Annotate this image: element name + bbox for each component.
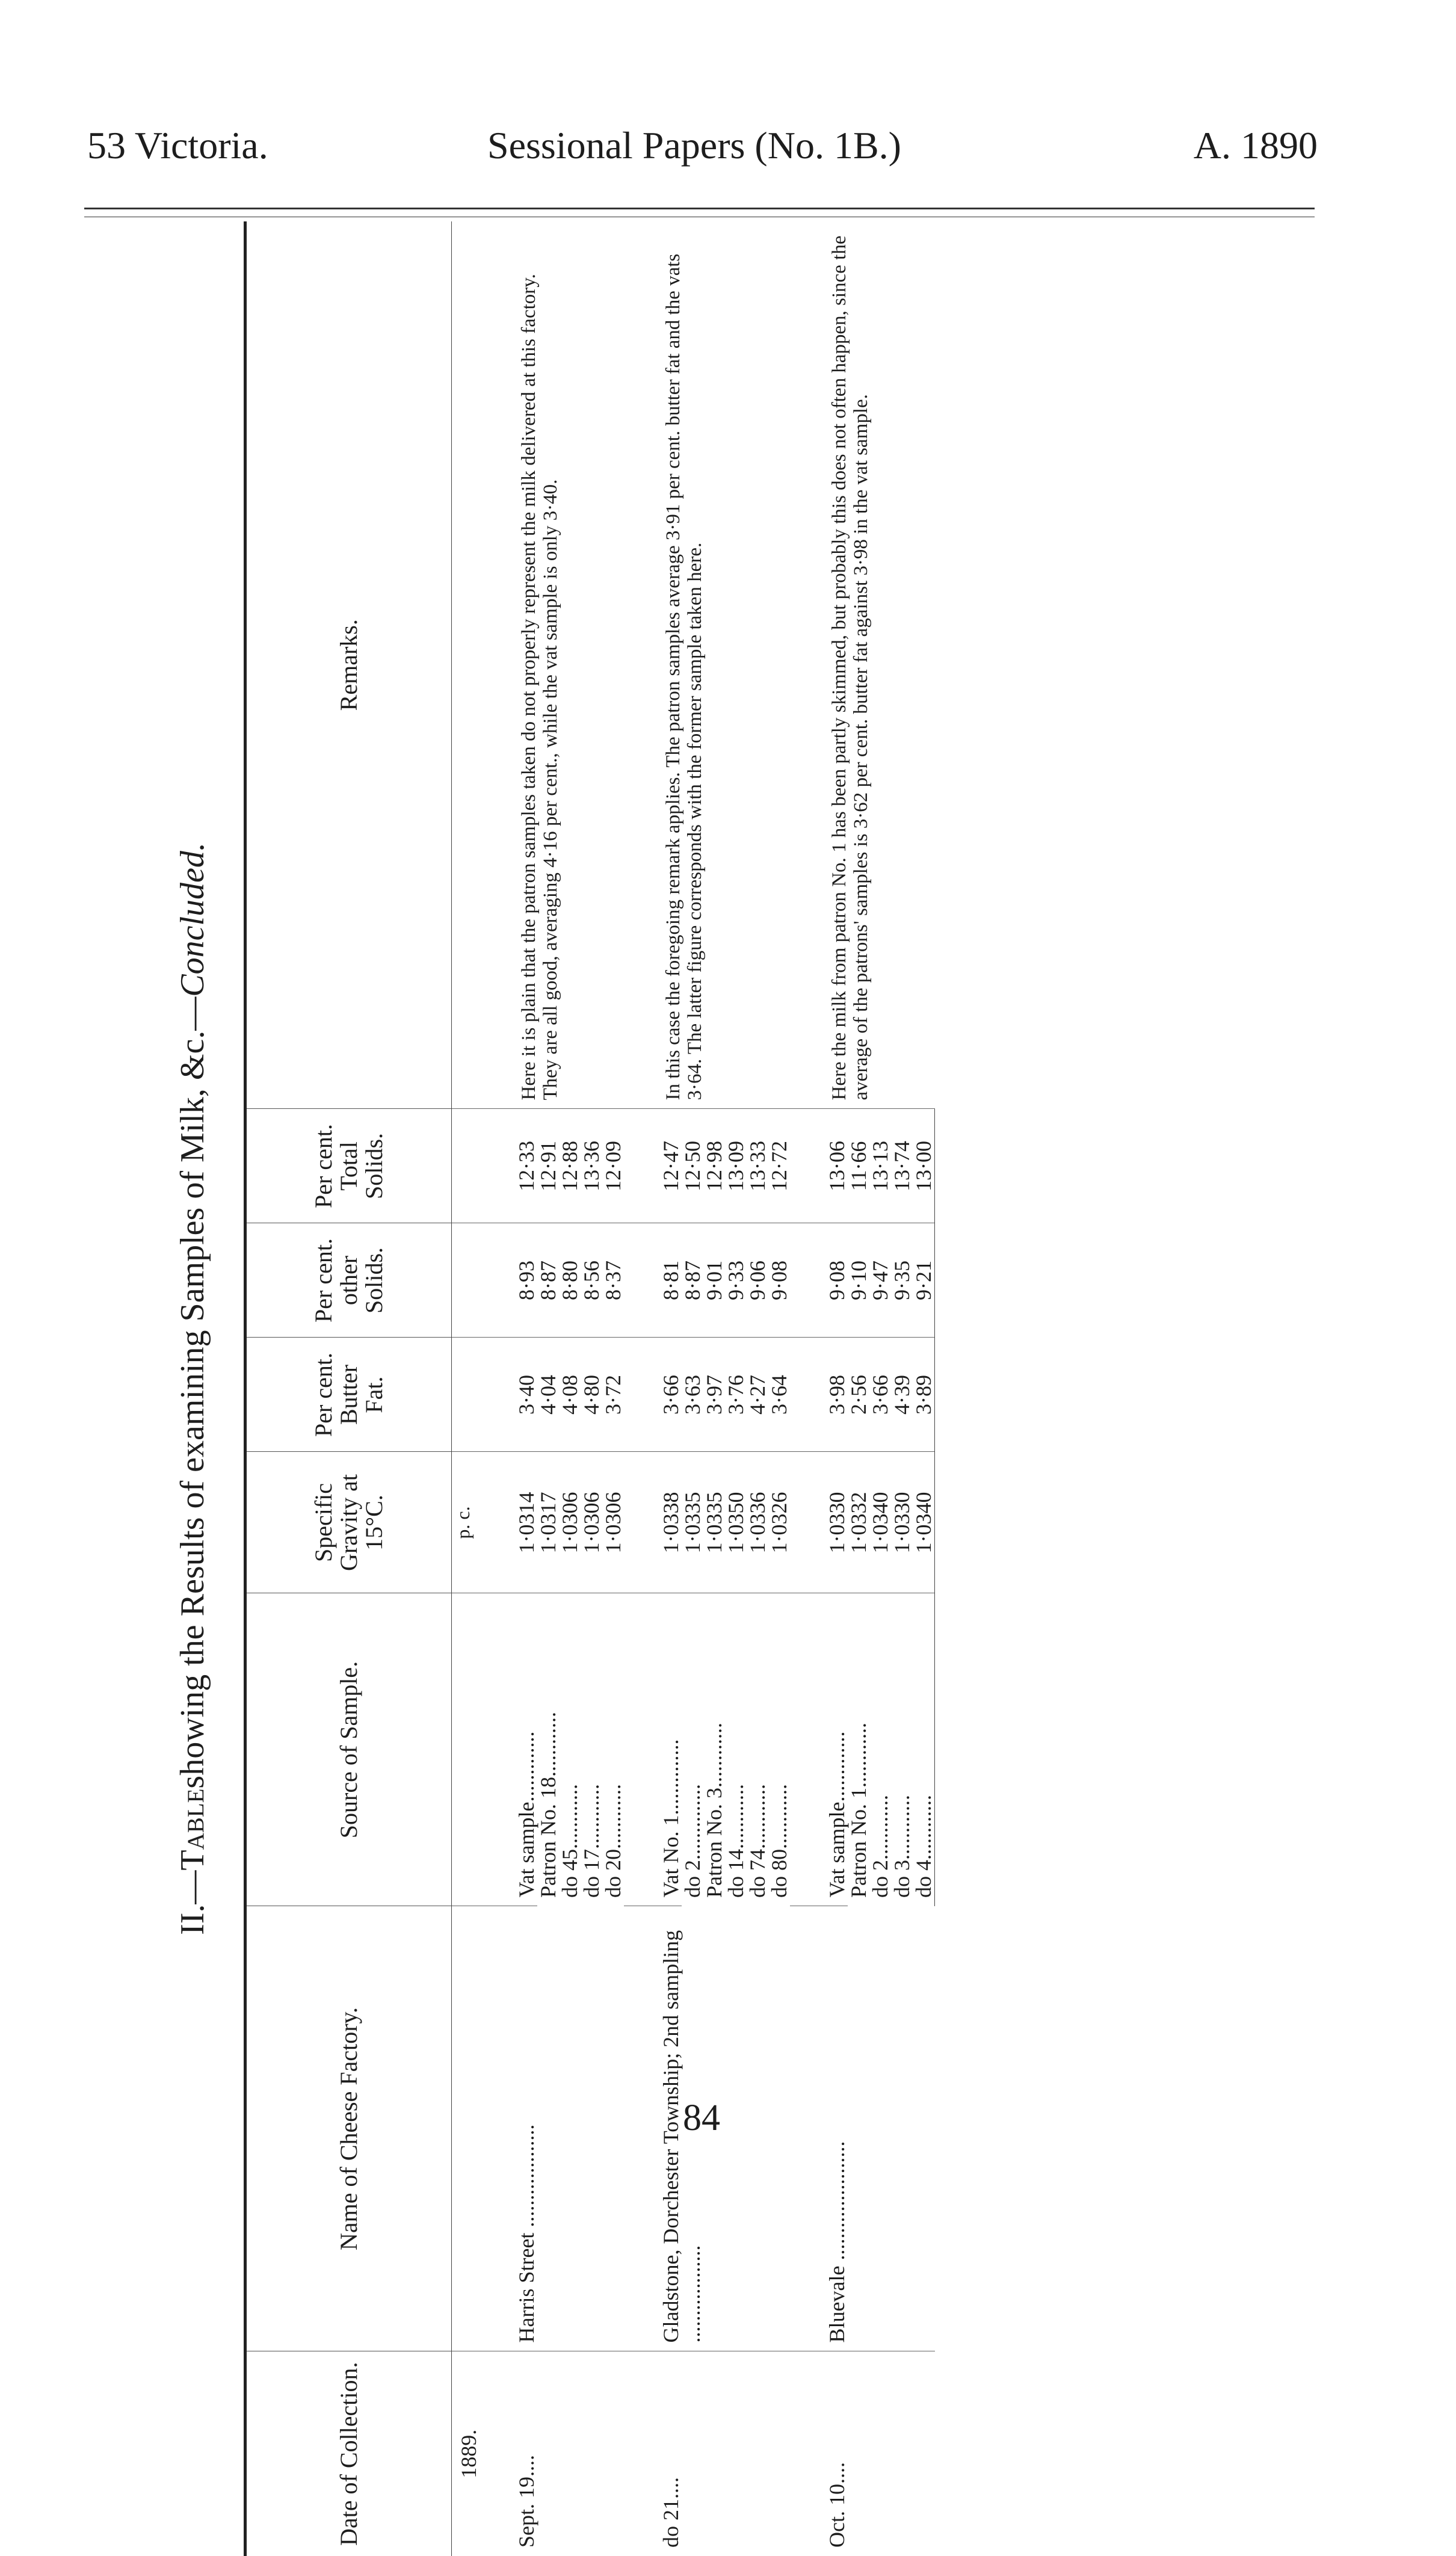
fat-cell: 4·39 <box>891 1338 913 1452</box>
fat-cell: 3·64 <box>768 1338 790 1452</box>
source-cell: do 20............ <box>601 1784 625 1898</box>
source-cell: do 14............ <box>724 1784 748 1898</box>
col-remarks: Remarks. <box>245 221 452 1109</box>
source-cell: Vat No. 1.............. <box>660 1593 682 1906</box>
fat-cell: 3·72 <box>602 1338 624 1452</box>
fat-cell: 3·98 <box>826 1338 848 1452</box>
col-total: Per cent. Total Solids. <box>245 1109 452 1223</box>
col-other: Per cent. other Solids. <box>245 1223 452 1338</box>
source-cell: Patron No. 1............ <box>847 1723 871 1898</box>
source-cell: do 17............ <box>579 1784 603 1898</box>
total-cell: 12·50 <box>682 1109 703 1223</box>
gravity-cell: 1·0340 <box>913 1452 935 1593</box>
source-cell: Vat sample............. <box>826 1593 848 1906</box>
fat-cell: 3·66 <box>869 1338 891 1452</box>
gravity-cell: 1·0314 <box>516 1452 537 1593</box>
total-cell: 13·74 <box>891 1109 913 1223</box>
header-session: 53 Victoria. <box>87 124 268 167</box>
total-cell: 13·33 <box>747 1109 768 1223</box>
gravity-cell: 1·0338 <box>660 1452 682 1593</box>
caption-label: Table <box>174 1788 211 1871</box>
total-cell: 13·36 <box>581 1109 602 1223</box>
fat-cell: 4·08 <box>559 1338 581 1452</box>
gravity-cell: 1·0332 <box>848 1452 869 1593</box>
fat-cell: 3·76 <box>725 1338 747 1452</box>
fat-cell: 3·63 <box>682 1338 703 1452</box>
remarks-cell: In this case the foregoing remark applies. The patron samples average 3·91 per cent. butter fat and the vats 3·64. The latter figure corresponds with the former sample taken here. <box>660 221 790 1109</box>
source-cell: Vat sample............. <box>516 1593 537 1906</box>
total-cell: 12·91 <box>537 1109 559 1223</box>
gravity-cell: 1·0326 <box>768 1452 790 1593</box>
other-cell: 8·80 <box>559 1223 581 1338</box>
other-cell: 8·37 <box>602 1223 624 1338</box>
source-cell: do 74............ <box>745 1784 770 1898</box>
table-caption <box>144 221 241 2556</box>
factory-cell: Gladstone, Dorchester Township; 2nd sampling .................. <box>660 1906 790 2351</box>
other-cell: 9·47 <box>869 1223 891 1338</box>
page-number: 84 <box>683 2098 720 2138</box>
caption-concluded: Concluded. <box>174 842 211 997</box>
fat-cell: 3·89 <box>913 1338 935 1452</box>
header-rule <box>84 208 1315 209</box>
year-label: 1889. <box>457 2429 481 2478</box>
date-cell: Oct. 10.... <box>825 2462 849 2548</box>
total-cell: 13·06 <box>826 1109 848 1223</box>
other-cell: 9·10 <box>848 1223 869 1338</box>
other-cell: 8·56 <box>581 1223 602 1338</box>
gravity-cell: 1·0335 <box>703 1452 725 1593</box>
gravity-cell: 1·0330 <box>891 1452 913 1593</box>
gravity-cell: 1·0335 <box>682 1452 703 1593</box>
total-cell: 12·47 <box>660 1109 682 1223</box>
remarks-cell: Here it is plain that the patron samples taken do not properly represent the milk delivered at this factory. They are all good, averaging 4·16 per cent., while the vat sample is only 3·40. <box>516 221 624 1109</box>
gravity-cell: 1·0330 <box>826 1452 848 1593</box>
fat-cell: 3·40 <box>516 1338 537 1452</box>
source-cell: do 4............ <box>913 1593 935 1906</box>
total-cell: 13·09 <box>725 1109 747 1223</box>
remarks-cell: Here the milk from patron No. 1 has been partly skimmed, but probably this does not often happen, since the average of the patrons' samples is 3·62 per cent. butter fat against 3·98 in the vat sample. <box>826 221 935 1109</box>
table-row <box>660 221 682 2556</box>
total-cell: 12·88 <box>559 1109 581 1223</box>
gravity-cell: 1·0350 <box>725 1452 747 1593</box>
source-cell: do 45............ <box>558 1784 582 1898</box>
other-cell: 8·87 <box>682 1223 703 1338</box>
total-cell: 13·13 <box>869 1109 891 1223</box>
col-factory: Name of Cheese Factory. <box>245 1906 452 2351</box>
other-cell: 8·81 <box>660 1223 682 1338</box>
gravity-cell: 1·0340 <box>869 1452 891 1593</box>
table-row <box>516 221 537 2556</box>
source-cell: do 80............ <box>767 1784 791 1898</box>
other-cell: 9·35 <box>891 1223 913 1338</box>
col-gravity: Specific Gravity at 15°C. <box>245 1452 452 1593</box>
other-cell: 9·06 <box>747 1223 768 1338</box>
fat-cell: 3·97 <box>703 1338 725 1452</box>
gravity-cell: 1·0306 <box>602 1452 624 1593</box>
header-title: Sessional Papers (No. 1B.) <box>487 124 901 167</box>
factory-cell: Harris Street ................... <box>516 1906 624 2351</box>
other-cell: 8·87 <box>537 1223 559 1338</box>
total-cell: 12·33 <box>516 1109 537 1223</box>
date-cell: do 21.... <box>659 2477 683 2548</box>
unit-row <box>452 221 480 2556</box>
source-cell: do 2.............. <box>680 1784 705 1898</box>
other-cell: 9·08 <box>768 1223 790 1338</box>
factory-cell: Bluevale ...................... <box>826 1906 935 2351</box>
gravity-cell: 1·0306 <box>559 1452 581 1593</box>
total-cell: 12·98 <box>703 1109 725 1223</box>
total-cell: 12·72 <box>768 1109 790 1223</box>
table-row <box>826 221 848 2556</box>
gravity-unit: p. c. <box>452 1452 480 1593</box>
fat-cell: 4·80 <box>581 1338 602 1452</box>
source-cell: Patron No. 18............ <box>536 1712 560 1898</box>
source-cell: Patron No. 3............ <box>702 1723 726 1898</box>
col-fat: Per cent. Butter Fat. <box>245 1338 452 1452</box>
col-date: Date of Collection. <box>245 2351 452 2556</box>
table-header-row <box>245 221 452 2556</box>
other-cell: 9·01 <box>703 1223 725 1338</box>
total-cell: 13·00 <box>913 1109 935 1223</box>
total-cell: 11·66 <box>848 1109 869 1223</box>
date-cell: Sept. 19.... <box>514 2454 538 2548</box>
col-source: Source of Sample. <box>245 1593 452 1906</box>
rotated-table-panel <box>144 221 999 2556</box>
fat-cell: 4·27 <box>747 1338 768 1452</box>
other-cell: 9·33 <box>725 1223 747 1338</box>
total-cell: 12·09 <box>602 1109 624 1223</box>
milk-samples-table <box>244 221 935 2556</box>
caption-text: showing the Results of examining Samples of Milk, &c.— <box>174 996 211 1789</box>
gravity-cell: 1·0317 <box>537 1452 559 1593</box>
source-cell: do 3............ <box>890 1795 914 1898</box>
other-cell: 9·21 <box>913 1223 935 1338</box>
caption-prefix: II.— <box>174 1870 211 1935</box>
other-cell: 9·08 <box>826 1223 848 1338</box>
fat-cell: 3·66 <box>660 1338 682 1452</box>
gravity-cell: 1·0306 <box>581 1452 602 1593</box>
gravity-cell: 1·0336 <box>747 1452 768 1593</box>
other-cell: 8·93 <box>516 1223 537 1338</box>
fat-cell: 4·04 <box>537 1338 559 1452</box>
header-year: A. 1890 <box>1193 124 1318 167</box>
fat-cell: 2·56 <box>848 1338 869 1452</box>
source-cell: do 2............ <box>868 1795 892 1898</box>
